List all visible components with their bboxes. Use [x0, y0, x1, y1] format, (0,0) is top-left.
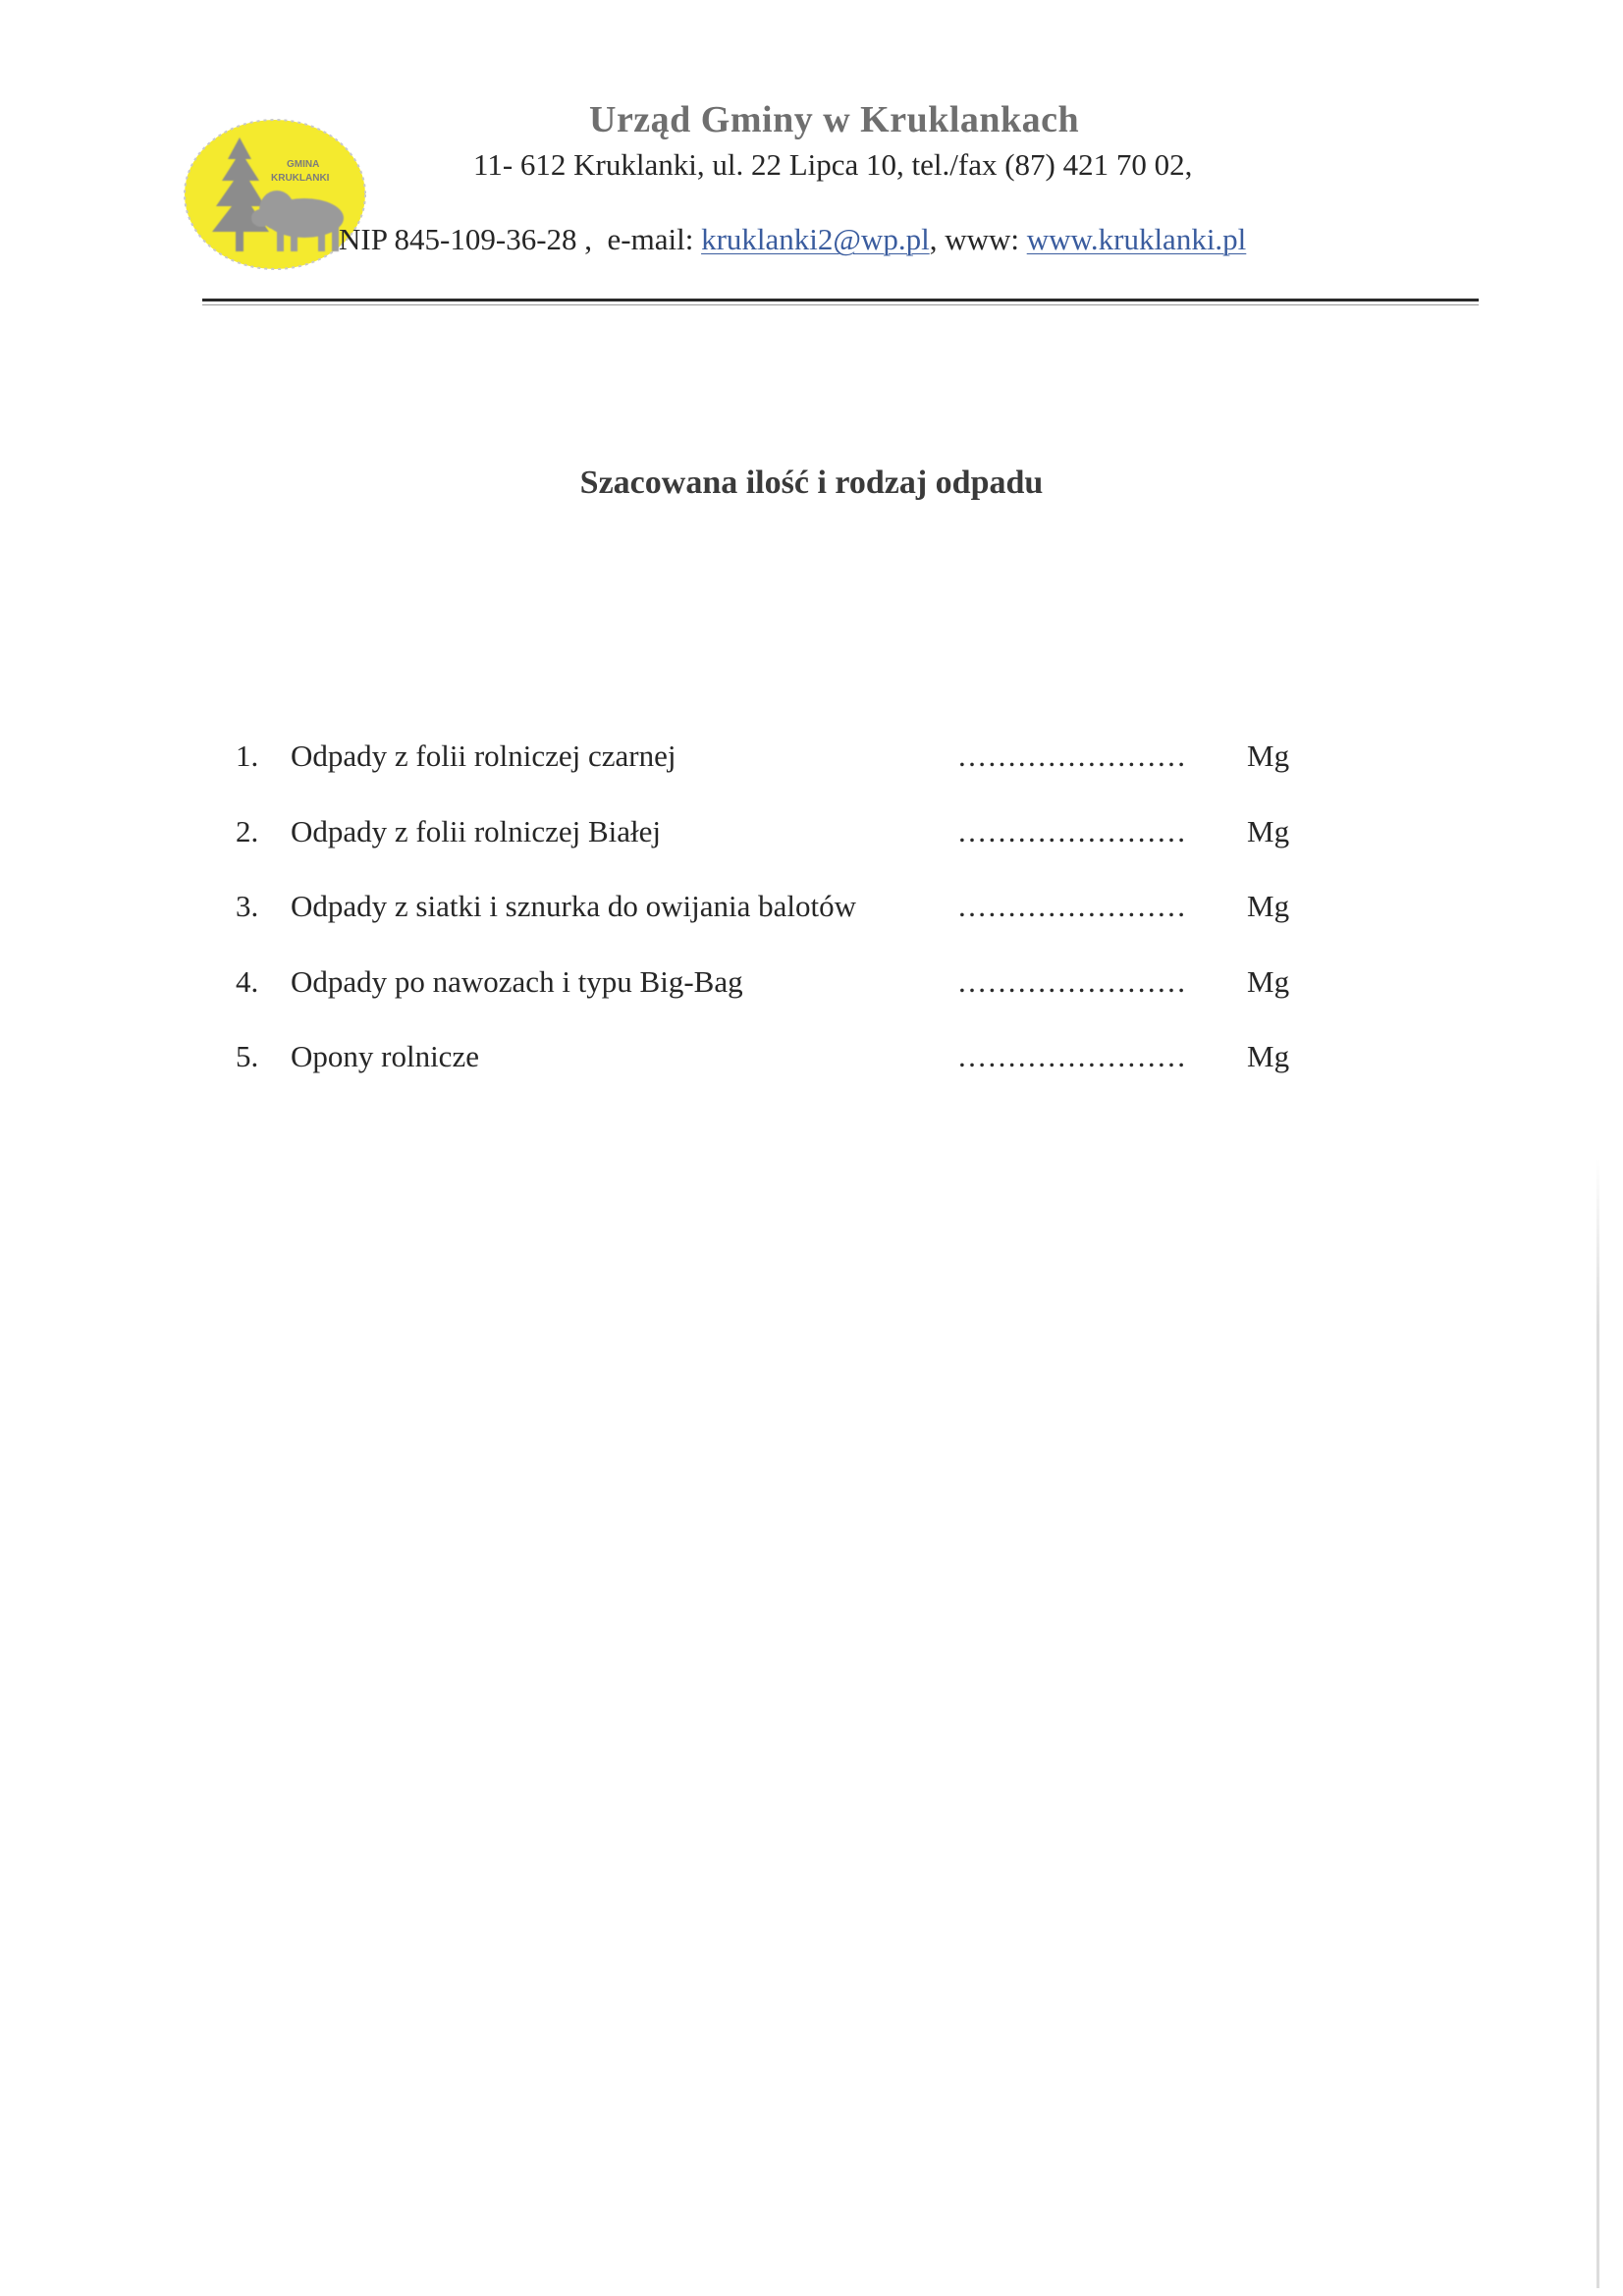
address-line: 11- 612 Kruklanki, ul. 22 Lipca 10, tel./fax (87) 421 70 02,: [473, 147, 1193, 182]
quantity-blank[interactable]: .......................: [958, 738, 1188, 773]
item-number: 3.: [236, 889, 259, 923]
quantity-blank[interactable]: .......................: [958, 889, 1188, 923]
www-label: , www:: [929, 222, 1019, 256]
item-label: Odpady z siatki i sznurka do owijania balotów: [291, 889, 856, 923]
website-link[interactable]: www.kruklanki.pl: [1026, 222, 1247, 256]
logo-text-line1: GMINA: [287, 159, 320, 170]
unit-label: Mg: [1247, 738, 1290, 773]
contact-line: [339, 222, 1246, 257]
quantity-blank[interactable]: .......................: [958, 963, 1188, 999]
header-divider: [202, 299, 1479, 301]
item-number: 1.: [236, 738, 259, 773]
item-label: Opony rolnicze: [291, 1039, 479, 1073]
unit-label: Mg: [1247, 813, 1290, 848]
waste-list: [236, 738, 1316, 1115]
email-label: e-mail:: [607, 222, 694, 256]
organization-name: Urząd Gminy w Kruklankach: [589, 99, 1080, 140]
scan-edge: [1596, 1159, 1599, 2288]
logo-text-line2: KRUKLANKI: [271, 173, 330, 184]
list-item: [236, 964, 1316, 1040]
list-item: [236, 889, 1316, 964]
unit-label: Mg: [1247, 889, 1290, 923]
document-title: Szacowana ilość i rodzaj odpadu: [579, 465, 1044, 501]
item-label: Odpady po nawozach i typu Big-Bag: [291, 963, 743, 999]
list-item: [236, 738, 1316, 814]
quantity-blank[interactable]: .......................: [958, 813, 1188, 848]
unit-label: Mg: [1247, 1039, 1290, 1073]
list-item: [236, 1039, 1316, 1115]
item-number: 5.: [236, 1039, 259, 1073]
quantity-blank[interactable]: .......................: [958, 1039, 1188, 1073]
unit-label: Mg: [1247, 963, 1290, 999]
email-link[interactable]: kruklanki2@wp.pl: [701, 222, 930, 256]
item-number: 4.: [236, 963, 259, 999]
item-label: Odpady z folii rolniczej czarnej: [291, 738, 676, 773]
item-label: Odpady z folii rolniczej Białej: [291, 813, 662, 848]
item-number: 2.: [236, 813, 259, 848]
nip-number: NIP 845-109-36-28 ,: [339, 222, 593, 256]
list-item: [236, 814, 1316, 890]
header-divider-thin: [202, 304, 1479, 305]
